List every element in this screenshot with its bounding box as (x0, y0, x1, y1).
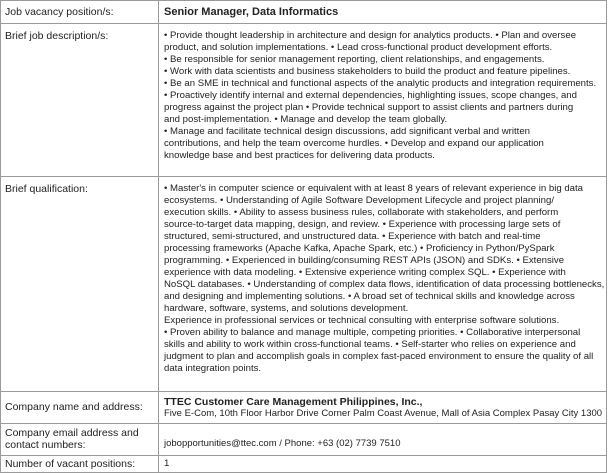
qualification-line: programming. • Experienced in building/consuming REST APIs (JSON) and SDKs. • Extensive (164, 255, 565, 266)
description-row (1, 24, 607, 177)
company-label: Company name and address: (1, 392, 159, 424)
company-name: TTEC Customer Care Management Philippines, Inc., (164, 396, 423, 408)
description-line: contributions, and help the team overcome hurdles. • Develop and expand our application (164, 138, 544, 149)
company-row (1, 392, 607, 424)
vacancies-label: Number of vacant positions: (1, 456, 159, 473)
position-value-cell (159, 1, 607, 24)
qualification-line: • Master's in computer science or equivalent with at least 8 years of relevant experience in big data (164, 183, 584, 194)
qualification-row (1, 177, 607, 392)
contact-label-line: Company email address and (5, 427, 139, 439)
description-line: knowledge base and best practices for delivering data products. (164, 150, 435, 161)
qualification-line: skills and ability to work within cross-functional teams. • Self-starter who relies on experience and (164, 339, 576, 350)
description-value-cell (159, 24, 607, 177)
contact-label-line: contact numbers: (5, 439, 86, 451)
description-line: progress against the project plan • Provide technical support to assist clients and partners during (164, 102, 574, 113)
position-label: Job vacancy position/s: (1, 1, 159, 24)
qualification-label: Brief qualification: (1, 177, 159, 392)
description-line: • Proactively identify internal and external dependencies, highlighting issues, scope changes, and (164, 90, 577, 101)
qualification-line: execution skills. • Ability to assess business rules, collaborate with stakeholders, and perform (164, 207, 559, 218)
qualification-line: and designing and implementing solutions. • A broad set of technical skills and knowledge across (164, 291, 575, 302)
description-line: product, and solution implementations. • Lead cross-functional product development efforts. (164, 42, 553, 53)
position-title: Senior Manager, Data Informatics (164, 6, 339, 18)
description-line: • Be responsible for senior management reporting, client relationships, and engagements. (164, 54, 545, 65)
qualification-value-cell (159, 177, 607, 392)
qualification-line: experience with data modeling. • Extensive experience writing complex SQL. • Experience with (164, 267, 566, 278)
position-row (1, 1, 607, 24)
qualification-line: • Proven ability to balance and manage multiple, competing priorities. • Collaborative interpersonal (164, 327, 581, 338)
qualification-line: NoSQL databases. • Understanding of complex data flows, identification of data processing bottlenecks, (164, 279, 605, 290)
contact-info: jobopportunities@ttec.com / Phone: +63 (02) 7739 7510 (164, 438, 401, 449)
description-line: • Provide thought leadership in architecture and design for analytics products. • Plan and oversee (164, 30, 577, 41)
vacancies-value: 1 (159, 456, 607, 473)
description-line: • Be an SME in technical and functional aspects of the analytic products and integration requirements. (164, 78, 597, 89)
description-line: and post-implementation. • Manage and develop the team globally. (164, 114, 448, 125)
contact-row (1, 424, 607, 456)
qualification-line: hardware, software, systems, and solutions development. (164, 303, 409, 314)
description-line: • Work with data scientists and business stakeholders to build the product and feature pipelines. (164, 66, 571, 77)
qualification-line: ecosystems. • Understanding of Agile Software Development Lifecycle and project planning/ (164, 195, 554, 206)
description-line: • Manage and facilitate technical design discussions, add significant verbal and written (164, 126, 531, 137)
company-value-cell (159, 392, 607, 424)
company-address: Five E-Com, 10th Floor Harbor Drive Corner Palm Coast Avenue, Mall of Asia Complex Pasay City 1300 (164, 408, 603, 419)
qualification-line: judgment to plan and accomplish goals in complex fast-paced environment to ensure the quality of all (164, 351, 594, 362)
vacancies-row (1, 456, 607, 473)
contact-label-cell (1, 424, 159, 456)
qualification-line: structured, semi-structured, and unstructured data. • Experience with batch and real-time (164, 231, 541, 242)
qualification-line: processing frameworks (Apache Kafka, Apache Spark, etc.) • Proficiency in Python/PySpark (164, 243, 555, 254)
qualification-line: data integration points. (164, 363, 262, 374)
qualification-line: source-to-target data mapping, design, and review. • Experience with processing large sets of (164, 219, 561, 230)
qualification-line: Experience in professional services or technical consulting with enterprise software solutions. (164, 315, 560, 326)
description-label: Brief job description/s: (1, 24, 159, 177)
contact-value-cell (159, 424, 607, 456)
